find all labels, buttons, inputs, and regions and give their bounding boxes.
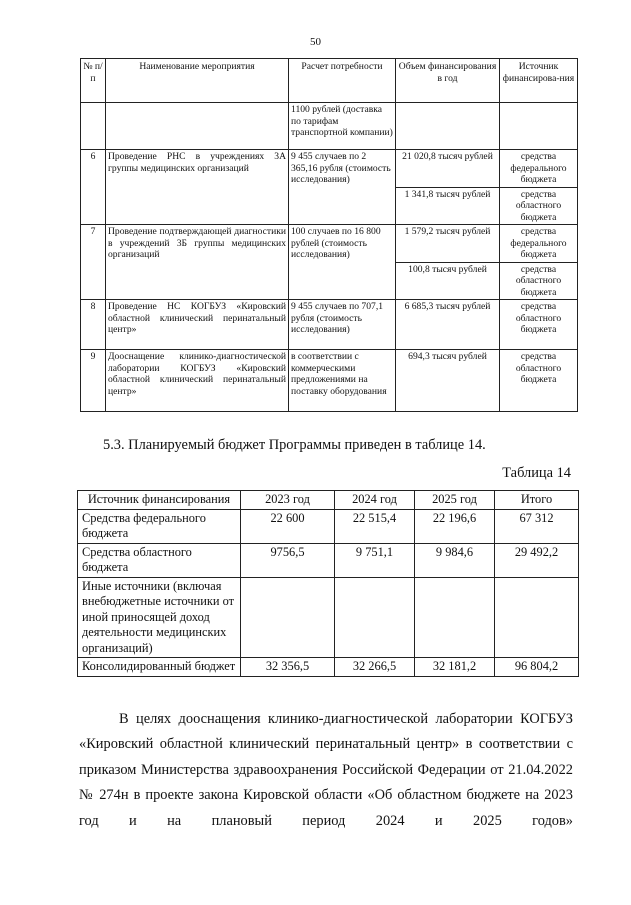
section-heading: 5.3. Планируемый бюджет Программы приведен в таблице 14. <box>103 437 486 453</box>
funding-source: средства областного бюджета <box>500 300 578 350</box>
year-2024-cell: 9 751,1 <box>335 543 415 577</box>
total-cell: 67 312 <box>495 509 579 543</box>
calculation: 100 случаев по 16 800 рублей (стоимость исследования) <box>289 225 396 300</box>
column-header: № п/п <box>81 59 106 103</box>
column-header: 2025 год <box>415 491 495 510</box>
funding-source: средства федерального бюджета <box>500 225 578 263</box>
year-2024-cell <box>335 577 415 658</box>
activity-name: Проведение РНС в учреждениях 3А группы медицинских организаций <box>106 150 289 225</box>
table-row <box>81 150 578 188</box>
funding-source-cell: Средства областного бюджета <box>78 543 241 577</box>
funding-source: средства областного бюджета <box>500 187 578 225</box>
funding-source: средства областного бюджета <box>500 262 578 300</box>
column-header: Объем финансирования в год <box>396 59 500 103</box>
funding-source-cell: Средства федерального бюджета <box>78 509 241 543</box>
column-header: 2023 год <box>241 491 335 510</box>
column-header: Источник финансирова-ния <box>500 59 578 103</box>
column-header: Источник финансирования <box>78 491 241 510</box>
calculation: 1100 рублей (доставка по тарифам транспортной компании) <box>289 103 396 150</box>
column-header: Наименование мероприятия <box>106 59 289 103</box>
funding-source-cell: Иные источники (включая внебюджетные источники от иной приносящей доход деятельности медицинских организаций) <box>78 577 241 658</box>
table-row <box>78 658 579 677</box>
year-2025-cell: 22 196,6 <box>415 509 495 543</box>
table-row <box>81 300 578 350</box>
table-caption: Таблица 14 <box>502 465 571 481</box>
year-2023-cell: 22 600 <box>241 509 335 543</box>
table-header-row <box>81 59 578 103</box>
year-2024-cell: 22 515,4 <box>335 509 415 543</box>
total-cell: 96 804,2 <box>495 658 579 677</box>
row-number: 9 <box>81 350 106 412</box>
funding-volume: 1 341,8 тысяч рублей <box>396 187 500 225</box>
funding-volume: 694,3 тысяч рублей <box>396 350 500 412</box>
year-2023-cell: 32 356,5 <box>241 658 335 677</box>
year-2025-cell: 32 181,2 <box>415 658 495 677</box>
budget-table <box>77 490 579 677</box>
column-header: 2024 год <box>335 491 415 510</box>
funding-source-cell: Консолидированный бюджет <box>78 658 241 677</box>
row-number: 6 <box>81 150 106 225</box>
funding-volume: 100,8 тысяч рублей <box>396 262 500 300</box>
table-header-row <box>78 491 579 510</box>
year-2025-cell: 9 984,6 <box>415 543 495 577</box>
activity-name <box>106 103 289 150</box>
column-header: Итого <box>495 491 579 510</box>
funding-volume: 21 020,8 тысяч рублей <box>396 150 500 188</box>
year-2023-cell <box>241 577 335 658</box>
year-2025-cell <box>415 577 495 658</box>
funding-volume <box>396 103 500 150</box>
year-2024-cell: 32 266,5 <box>335 658 415 677</box>
row-number: 7 <box>81 225 106 300</box>
calculation: в соответствии с коммерческими предложениями на поставку оборудования <box>289 350 396 412</box>
row-number <box>81 103 106 150</box>
row-number: 8 <box>81 300 106 350</box>
total-cell <box>495 577 579 658</box>
table-row <box>81 103 578 150</box>
page-number: 50 <box>310 36 321 48</box>
body-paragraph: В целях дооснащения клинико-диагностической лаборатории КОГБУЗ «Кировский областной клинический перинатальный центр» в соответствии с приказом Министерства здравоохранения Российской Федерации от 21.04.2022 № 274н в проекте закона Кировской области «Об областном бюджете на 2023 год и на плановый период 2024 и 2025 годов» <box>79 711 573 829</box>
table-row <box>78 577 579 658</box>
funding-source: средства федерального бюджета <box>500 150 578 188</box>
activity-name: Проведение подтверждающей диагностики в учреждений 3Б группы медицинских организаций <box>106 225 289 300</box>
funding-volume: 6 685,3 тысяч рублей <box>396 300 500 350</box>
funding-source: средства областного бюджета <box>500 350 578 412</box>
table-row <box>78 543 579 577</box>
table-row <box>78 509 579 543</box>
year-2023-cell: 9756,5 <box>241 543 335 577</box>
funding-source <box>500 103 578 150</box>
activity-name: Дооснащение клинико-диагностической лаборатории КОГБУЗ «Кировский областной клинический перинатальный центр» <box>106 350 289 412</box>
calculation: 9 455 случаев по 2 365,16 рубля (стоимость исследования) <box>289 150 396 225</box>
activities-table <box>80 58 578 412</box>
activity-name: Проведение НС КОГБУЗ «Кировский областной клинический перинатальный центр» <box>106 300 289 350</box>
funding-volume: 1 579,2 тысяч рублей <box>396 225 500 263</box>
column-header: Расчет потребности <box>289 59 396 103</box>
table-row <box>81 350 578 412</box>
calculation: 9 455 случаев по 707,1 рубля (стоимость исследования) <box>289 300 396 350</box>
total-cell: 29 492,2 <box>495 543 579 577</box>
table-row <box>81 225 578 263</box>
